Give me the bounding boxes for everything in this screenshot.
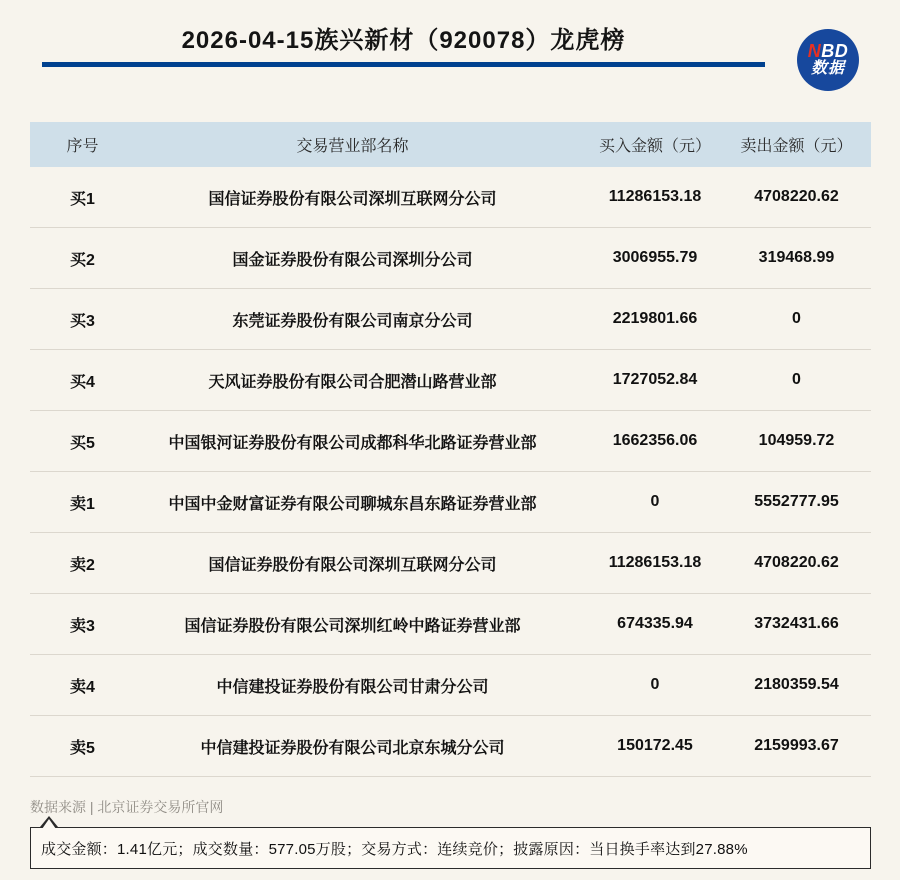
table-body xyxy=(30,167,871,777)
cell-buy-amount: 11286153.18 xyxy=(608,554,702,571)
cell-seq: 卖3 xyxy=(70,617,95,635)
cell-broker-name: 中国中金财富证券有限公司聊城东昌东路证券营业部 xyxy=(168,495,537,513)
disclosure-note-text: 成交金额：1.41亿元；成交数量：577.05万股；交易方式：连续竞价；披露原因：当日换手率达到27.88% xyxy=(41,840,748,858)
cell-sell-amount: 2180359.54 xyxy=(754,676,839,693)
cell-sell-amount: 2159993.67 xyxy=(754,737,839,754)
logo-text-nbd xyxy=(808,42,849,61)
cell-buy-amount: 0 xyxy=(650,493,660,510)
table-row xyxy=(30,350,871,411)
cell-sell-amount: 319468.99 xyxy=(758,249,835,266)
cell-broker-name: 国信证券股份有限公司深圳红岭中路证券营业部 xyxy=(184,617,521,635)
table-row xyxy=(30,289,871,350)
table-row xyxy=(30,655,871,716)
cell-seq: 卖4 xyxy=(70,678,95,696)
cell-seq: 卖5 xyxy=(70,739,95,757)
cell-sell-amount: 0 xyxy=(792,310,801,327)
cell-sell-amount: 104959.72 xyxy=(758,432,835,449)
cell-seq: 卖1 xyxy=(70,495,95,513)
cell-buy-amount: 1727052.84 xyxy=(612,371,698,388)
logo-letter-n: N xyxy=(807,41,822,62)
column-header-broker: 交易营业部名称 xyxy=(296,138,409,155)
cell-buy-amount: 2219801.66 xyxy=(612,310,698,327)
cell-sell-amount: 4708220.62 xyxy=(754,188,839,205)
title-underline xyxy=(42,62,765,67)
disclosure-note-box xyxy=(30,827,871,869)
cell-sell-amount: 4708220.62 xyxy=(754,554,839,571)
column-header-sell: 卖出金额（元） xyxy=(740,138,853,155)
cell-broker-name: 东莞证券股份有限公司南京分公司 xyxy=(232,312,473,330)
column-header-buy: 买入金额（元） xyxy=(598,138,711,155)
cell-buy-amount: 0 xyxy=(650,676,660,693)
column-header-seq: 序号 xyxy=(66,138,99,155)
cell-broker-name: 国金证券股份有限公司深圳分公司 xyxy=(232,251,473,269)
cell-buy-amount: 1662356.06 xyxy=(612,432,698,449)
cell-sell-amount: 3732431.66 xyxy=(754,615,839,632)
data-source-caption: 数据来源 | 北京证券交易所官网 xyxy=(30,799,224,815)
cell-broker-name: 中信建投证券股份有限公司北京东城分公司 xyxy=(200,739,505,757)
table-row xyxy=(30,472,871,533)
table-row xyxy=(30,716,871,777)
cell-broker-name: 中国银河证券股份有限公司成都科华北路证券营业部 xyxy=(168,434,537,452)
nbd-logo-icon xyxy=(797,29,859,91)
cell-buy-amount: 674335.94 xyxy=(617,615,693,632)
cell-seq: 买1 xyxy=(70,190,95,208)
cell-buy-amount: 150172.45 xyxy=(617,737,693,754)
note-pointer-fill xyxy=(42,819,56,829)
cell-seq: 买4 xyxy=(70,373,95,391)
cell-seq: 买5 xyxy=(70,434,95,452)
cell-seq: 买3 xyxy=(70,312,95,330)
cell-broker-name: 国信证券股份有限公司深圳互联网分公司 xyxy=(208,556,497,574)
logo-text-shuju: 数据 xyxy=(810,60,845,78)
cell-seq: 卖2 xyxy=(70,556,95,574)
cell-sell-amount: 5552777.95 xyxy=(754,493,839,510)
table-header-row xyxy=(30,122,871,167)
cell-broker-name: 天风证券股份有限公司合肥潜山路营业部 xyxy=(208,373,497,391)
cell-sell-amount: 0 xyxy=(792,371,801,388)
cell-broker-name: 国信证券股份有限公司深圳互联网分公司 xyxy=(208,190,497,208)
table-row xyxy=(30,533,871,594)
cell-buy-amount: 3006955.79 xyxy=(612,249,698,266)
cell-buy-amount: 11286153.18 xyxy=(608,188,702,205)
table-row xyxy=(30,411,871,472)
table-row xyxy=(30,594,871,655)
page-title: 2026-04-15族兴新材（920078）龙虎榜 xyxy=(181,27,626,54)
cell-seq: 买2 xyxy=(70,251,95,269)
logo-letters-bd: BD xyxy=(821,41,849,62)
lhb-table xyxy=(30,122,871,777)
table-row xyxy=(30,167,871,228)
cell-broker-name: 中信建投证券股份有限公司甘肃分公司 xyxy=(216,678,489,696)
table-row xyxy=(30,228,871,289)
